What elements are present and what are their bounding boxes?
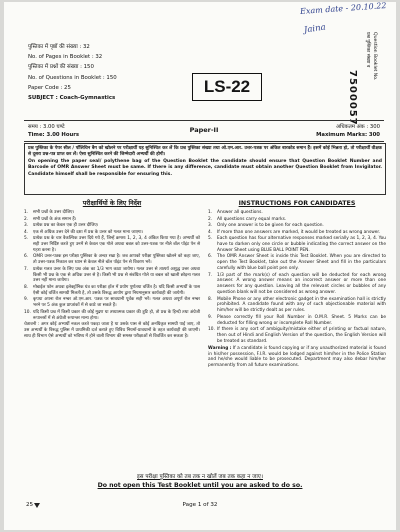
instructions-hindi-title: परीक्षार्थियों के लिए निर्देश <box>82 200 142 207</box>
instruction-hindi-item <box>24 267 200 285</box>
time-english: Time: 3.00 Hours <box>28 132 80 138</box>
instruction-hindi-item-text: प्रत्येक प्रश्न का केवल एक ही उत्तर दीजिए। <box>33 223 99 229</box>
instruction-english-item-text: Please correctly fill your Roll Number in O.M.R. Sheet. 5 Marks can be deducted for filling wrong or incomplete Roll Number. <box>217 314 386 326</box>
instruction-hindi-item-text: OMR उत्तर-पत्रक इस परीक्षा पुस्तिका के अन्दर रखा है। जब आपको परीक्षा पुस्तिका खोलने को कहा जाए, तो उत्तर-पत्रक निकाल कर ध्यान से केवल नीले बॉल पॉइंट पेन से विवरण भरें। <box>33 254 200 266</box>
instruction-english-item-number: 6. <box>208 254 213 260</box>
instruction-hindi-item-number: 8. <box>24 284 29 290</box>
subject: SUBJECT : Coach-Gymnastics <box>28 95 116 102</box>
instruction-english-item-text: Mobile Phone or any other electronic gadget in the examination hall is strictly prohibited. A candidate found with any of such objectionable material with him/her will be strictly dealt as per rules. <box>217 296 386 314</box>
instruction-english-item <box>208 254 386 272</box>
instruction-english-item-number: 5. <box>208 236 213 242</box>
instruction-hindi-item <box>24 210 200 216</box>
instructions <box>24 199 386 467</box>
instruction-english-item-number: 4. <box>208 229 213 235</box>
footer-code: 25 <box>26 502 34 508</box>
instruction-hindi-item-text: सभी प्रश्नों के उत्तर दीजिए। <box>33 210 75 215</box>
instruction-hindi-item <box>24 236 200 254</box>
instruction-english-item-number: 7. <box>208 272 213 278</box>
footer-notice-hindi: इस परीक्षा पुस्तिका को तब तक न खोलें जब तक कहा न जाए। <box>137 474 263 480</box>
instruction-english-item <box>208 236 386 254</box>
pages-count-english: No. of Pages in Booklet : 32 <box>28 54 103 61</box>
instruction-english-item-number: 1. <box>208 210 213 215</box>
instructions-english-list <box>208 210 386 345</box>
instruction-hindi-item-number: 5. <box>24 236 29 242</box>
instruction-hindi-item-number: 7. <box>24 266 29 272</box>
instruction-hindi-item-number: 6. <box>24 254 29 260</box>
instruction-english-item <box>208 315 386 327</box>
instruction-hindi-item-text: कृपया अपना रोल नम्बर ओ.एम.आर. पत्रक पर सावधानी पूर्वक सही भरें। गलत अथवा अपूर्ण रोल नम्बर भरने पर 5 अंक कुल प्राप्तांकों में से काटे जा सकते हैं। <box>33 297 200 309</box>
instruction-english-item-text: All questions carry equal marks. <box>217 216 287 222</box>
instruction-english-item-text: Only one answer is to be given for each question. <box>217 223 324 229</box>
instruction-hindi-item <box>24 297 200 309</box>
handwritten-signature: Jaina <box>303 22 327 36</box>
instruction-english-item <box>208 223 386 229</box>
instruction-hindi-item <box>24 217 200 223</box>
instruction-hindi-item-text: प्रत्येक गलत उत्तर के लिए प्रश्न अंक का 1/3 भाग काटा जायेगा। गलत उत्तर से तात्पर्य अशुद्ध उत्तर अथवा किसी भी प्रश्न के एक से अधिक उत्तर से है। किसी भी प्रश्न से संबंधित गोले या बबल को खाली छोड़ना गलत उत्तर नहीं माना जायेगा। <box>33 266 200 284</box>
seal-notice-hindi: प्रश्न पुस्तिका के पेपर सील / पॉलिथिन बैग को खोलने पर परीक्षार्थी यह सुनिश्चित कर लें कि प्रश्न पुस्तिका संख्या तथा ओ.एम.आर. उत्तर-पत्रक पर अंकित बारकोड समान हैं। इसमें कोई भिन्नता हो, तो परीक्षार्थी वीक्षक से दूसरा प्रश्न-पत्र प्राप्त कर लें। ऐसा सुनिश्चित करने की जिम्मेदारी अभ्यर्थी की होगी। <box>28 146 382 158</box>
instruction-hindi-item-number: 4. <box>24 229 29 235</box>
warning-english-text: If a candidate is found copying or if any unauthorized material is found in his/her possession, F.I.R. would be lodged against him/her in the Police Station and he/she would liable to be prosecuted. Department may also debar him/her permanently from all future examinations. <box>208 345 386 369</box>
instruction-english-item-text: The OMR Answer Sheet is inside this Test Booklet. When you are directed to open the Test Booklet, take out the Answer Sheet and fill in the particulars carefully with blue ball point pen only. <box>217 254 386 272</box>
warning-hindi: चेतावनी : अगर कोई अभ्यर्थी नकल करते पकड़ा जाता है या उसके पास से कोई अनधिकृत सामग्री पाई जाए, तो उस अभ्यर्थी के विरुद्ध पुलिस में प्राथमिकी दर्ज कराते हुए विविध नियमों-प्रावधानों के तहत कार्यवाही की जाएगी। साथ ही विभाग ऐसे अभ्यर्थी को भविष्य में होने वाली विभाग की समस्त परीक्षाओं से विवर्जित कर सकता है। <box>24 322 200 340</box>
instructions-english-title: INSTRUCTIONS FOR CANDIDATES <box>238 200 356 207</box>
time-marks-row <box>24 120 384 142</box>
instruction-english-item <box>208 273 386 296</box>
instruction-english-item-text: If more than one answers are marked, it would be treated as wrong answer. <box>217 229 381 235</box>
instructions-hindi <box>24 199 200 467</box>
instruction-english-item-number: 10. <box>208 327 215 333</box>
footer-notice-english: Do not open this Test Booklet until you are asked to do so. <box>97 482 303 489</box>
instruction-english-item-number: 8. <box>208 296 213 302</box>
seal-notice-english: On opening the paper seal/ polythene bag of the Question Booklet the candidate should ensure that Question Booklet Number and Barcode of OMR Answer Sheet must be same. If there is any difference, candidate must obtain another Question Booklet from Invigilator. Candidate himself shall be responsible for ensuring this. <box>28 158 382 177</box>
questions-count-english: No. of Questions in Booklet : 150 <box>28 74 117 81</box>
instruction-hindi-item-text: यदि किसी प्रश्न में किसी प्रकार की कोई मुद्रण या तथ्यात्मक प्रकार की त्रुटि हो, तो प्रश्न के हिन्दी तथा अंग्रेजी रूपान्तरों में से अंग्रेजी रूपान्तर मान्य होगा। <box>33 309 200 321</box>
instruction-hindi-item-number: 3. <box>24 223 29 229</box>
instruction-hindi-item-text: एक से अधिक उत्तर देने की दशा में प्रश्न के उत्तर को गलत माना जाएगा। <box>33 229 144 235</box>
handwritten-exam-date: Exam date - 20.10.22 <box>299 0 387 17</box>
instruction-hindi-item-number: 9. <box>24 297 29 303</box>
instructions-hindi-list <box>24 210 200 321</box>
instruction-english-item <box>208 297 386 315</box>
instruction-english-item <box>208 230 386 236</box>
booklet-code-box: LS-22 <box>192 73 262 101</box>
booklet-number-label-english: Question Booklet No. <box>372 32 377 81</box>
instruction-english-item-text: Answer all questions. <box>217 210 263 215</box>
instruction-hindi-item-text: प्रत्येक प्रश्न के चार वैकल्पिक उत्तर दिये गये हैं, जिन्हें क्रमशः 1, 2, 3, 4 अंकित किया गया है। अभ्यर्थी को सही उत्तर निर्दिष्ट करते हुए उनमें से केवल एक गोले अथवा बबल को उत्तर-पत्रक पर नीले बॉल पॉइंट पेन से गहरा करना है। <box>33 236 200 253</box>
paper-code: Paper Code : 25 <box>28 84 71 91</box>
instruction-hindi-item-text: मोबाईल फोन अथवा इलेक्ट्रॉनिक यंत्र का परीक्षा हॉल में प्रयोग पूर्णतया वर्जित है। यदि किसी अभ्यर्थी के पास ऐसी कोई वर्जित सामग्री मिलती है, तो उसके विरुद्ध आयोग द्वारा नियमानुसार कार्यवाही की जायेगी। <box>33 284 200 296</box>
instruction-english-item <box>208 217 386 223</box>
instruction-english-item-text: If there is any sort of ambiguity/mistake either of printing or factual nature, then out of Hindi and English Version of the question, the English Version will be treated as standard. <box>217 327 386 344</box>
instruction-english-item <box>208 210 386 216</box>
instruction-hindi-item-number: 10. <box>24 309 31 315</box>
booklet-number: 7500057 <box>347 70 358 126</box>
instructions-english <box>208 199 386 467</box>
warning-english <box>208 346 386 369</box>
max-marks-hindi: अधिकतम अंक : 300 <box>336 124 380 130</box>
instruction-hindi-item <box>24 285 200 297</box>
max-marks-english: Maximum Marks: 300 <box>316 132 380 138</box>
seal-notice <box>24 143 386 195</box>
instruction-hindi-item-number: 1. <box>24 210 29 215</box>
warning-english-label: Warning : <box>208 345 232 351</box>
instruction-english-item-text: 1/3 part of the mark(s) of each question will be deducted for each wrong answer. A wrong answer means an incorrect answer or more than one answers for any question. Leaving all the relevant circles or bubbles of any question blank will not be considered as wrong answer. <box>217 272 386 296</box>
instruction-english-item-number: 9. <box>208 314 213 320</box>
instruction-hindi-item-number: 2. <box>24 216 29 222</box>
instruction-english-item-number: 3. <box>208 223 213 229</box>
instruction-english-item-text: Each question has four alternative responses marked serially as 1, 2, 3, 4. You have to darken only one circle or bubble indicating the correct answer on the Answer Sheet using BLUE BALL POINT PEN. <box>217 236 386 253</box>
instruction-hindi-item-text: सभी प्रश्नों के अंक समान हैं। <box>33 216 77 222</box>
booklet-number-label-hindi: प्रश्न पुस्तिका संख्या व <box>365 32 370 68</box>
exam-page <box>4 2 396 530</box>
page-number: Page 1 of 32 <box>182 502 218 508</box>
instruction-english-item-number: 2. <box>208 216 213 222</box>
instruction-hindi-item <box>24 310 200 322</box>
questions-count-hindi: पुस्तिका में प्रश्नों की संख्या : 150 <box>28 64 94 71</box>
paper-number: Paper-II <box>189 126 219 134</box>
instruction-hindi-item <box>24 230 200 236</box>
instruction-english-item <box>208 327 386 345</box>
instruction-hindi-item <box>24 254 200 266</box>
instruction-hindi-item <box>24 223 200 229</box>
pages-count-hindi: पुस्तिका में पृष्ठों की संख्या : 32 <box>28 44 90 50</box>
booklet-info <box>28 42 117 103</box>
time-hindi: समय : 3.00 घण्टे <box>28 124 65 130</box>
